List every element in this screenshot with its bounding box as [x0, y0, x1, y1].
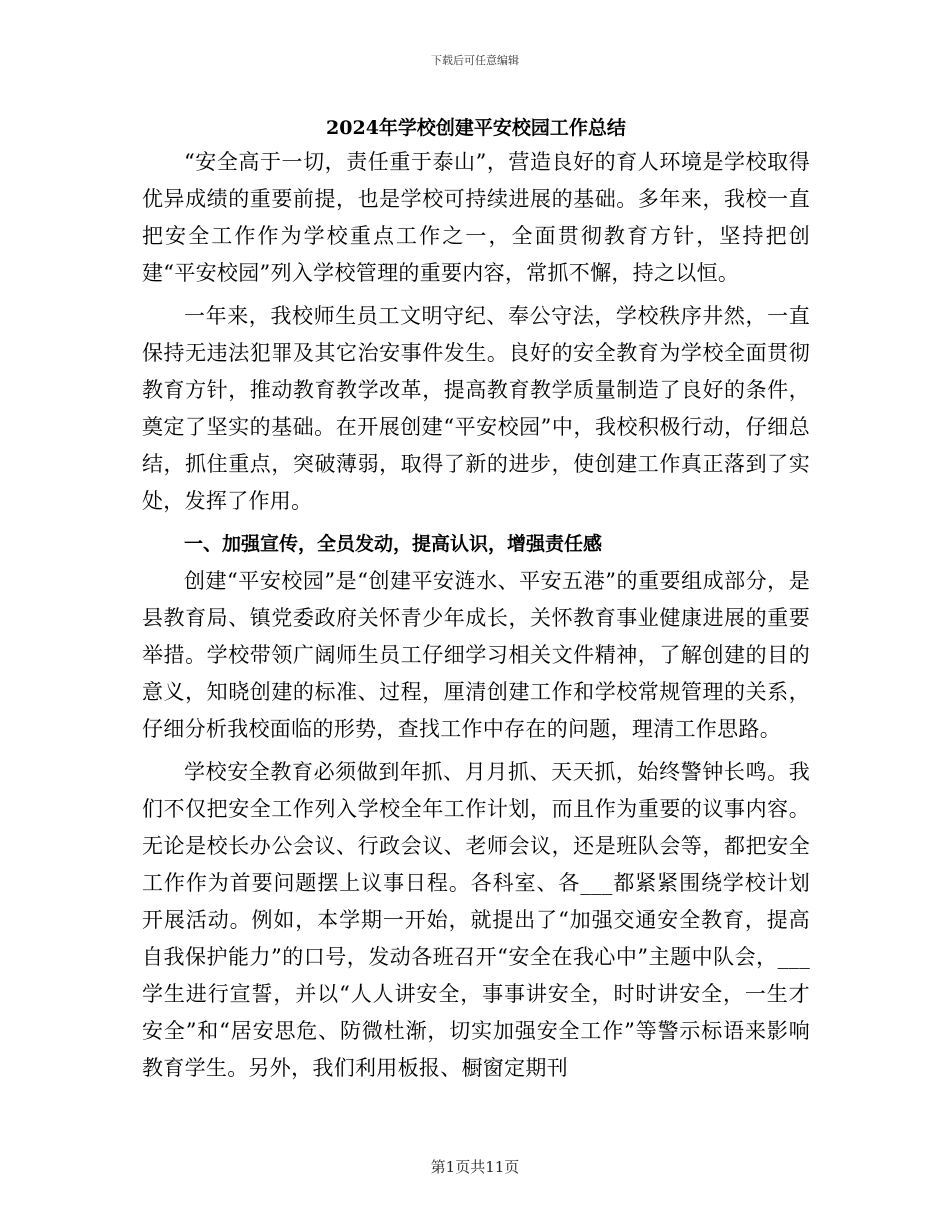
paragraph: 创建“平安校园”是“创建平安涟水、平安五港”的重要组成部分，是县教育局、镇党委政府关怀青少年成长，关怀教育事业健康进展的重要举措。学校带领广阔师生员工仔细学习相关文件精神，了解创建的目的意义，知晓创建的标准、过程，厘清创建工作和学校常规管理的关系，仔细分析我校面临的形势，查找工作中存在的问题，理清工作思路。 — [142, 569, 810, 741]
section-heading: 一、加强宣传，全员发动，提高认识，增强责任感 — [184, 533, 603, 555]
paragraph: “安全高于一切，责任重于泰山”，营造良好的育人环境是学校取得优异成绩的重要前提，也是学校可持续进展的基础。多年来，我校一直把安全工作作为学校重点工作之一，全面贯彻教育方针，坚持把创建“平安校园”列入学校管理的重要内容，常抓不懈，持之以恒。 — [142, 150, 810, 285]
page-footer: 第1页共11页 — [430, 1158, 520, 1176]
document-title: 2024年学校创建平安校园工作总结 — [326, 117, 626, 139]
document-body — [142, 112, 810, 1087]
paragraph: 一年来，我校师生员工文明守纪、奉公守法，学校秩序井然，一直保持无违法犯罪及其它治安事件发生。良好的安全教育为学校全面贯彻教育方针，推动教育教学改革，提高教育教学质量制造了良好的条件，奠定了坚实的基础。在开展创建“平安校园”中，我校积极行动，仔细总结，抓住重点，突破薄弱，取得了新的进步，使创建工作真正落到了实处，发挥了作用。 — [142, 304, 810, 513]
paragraph: 学校安全教育必须做到年抓、月月抓、天天抓，始终警钟长鸣。我们不仅把安全工作列入学校全年工作计划，而且作为重要的议事内容。无论是校长办公会议、行政会议、老师会议，还是班队会等，都把安全工作作为首要问题摆上议事日程。各科室、各___都紧紧围绕学校计划开展活动。例如，本学期一开始，就提出了“加强交通安全教育，提高自我保护能力”的口号，发动各班召开“安全在我心中”主题中队会，___学生进行宣誓，并以“人人讲安全，事事讲安全，时时讲安全，一生才安全”和“居安思危、防微杜渐，切实加强安全工作”等警示标语来影响教育学生。另外，我们利用板报、橱窗定期刊 — [142, 760, 810, 1080]
header-note: 下载后可任意编辑 — [431, 54, 519, 67]
